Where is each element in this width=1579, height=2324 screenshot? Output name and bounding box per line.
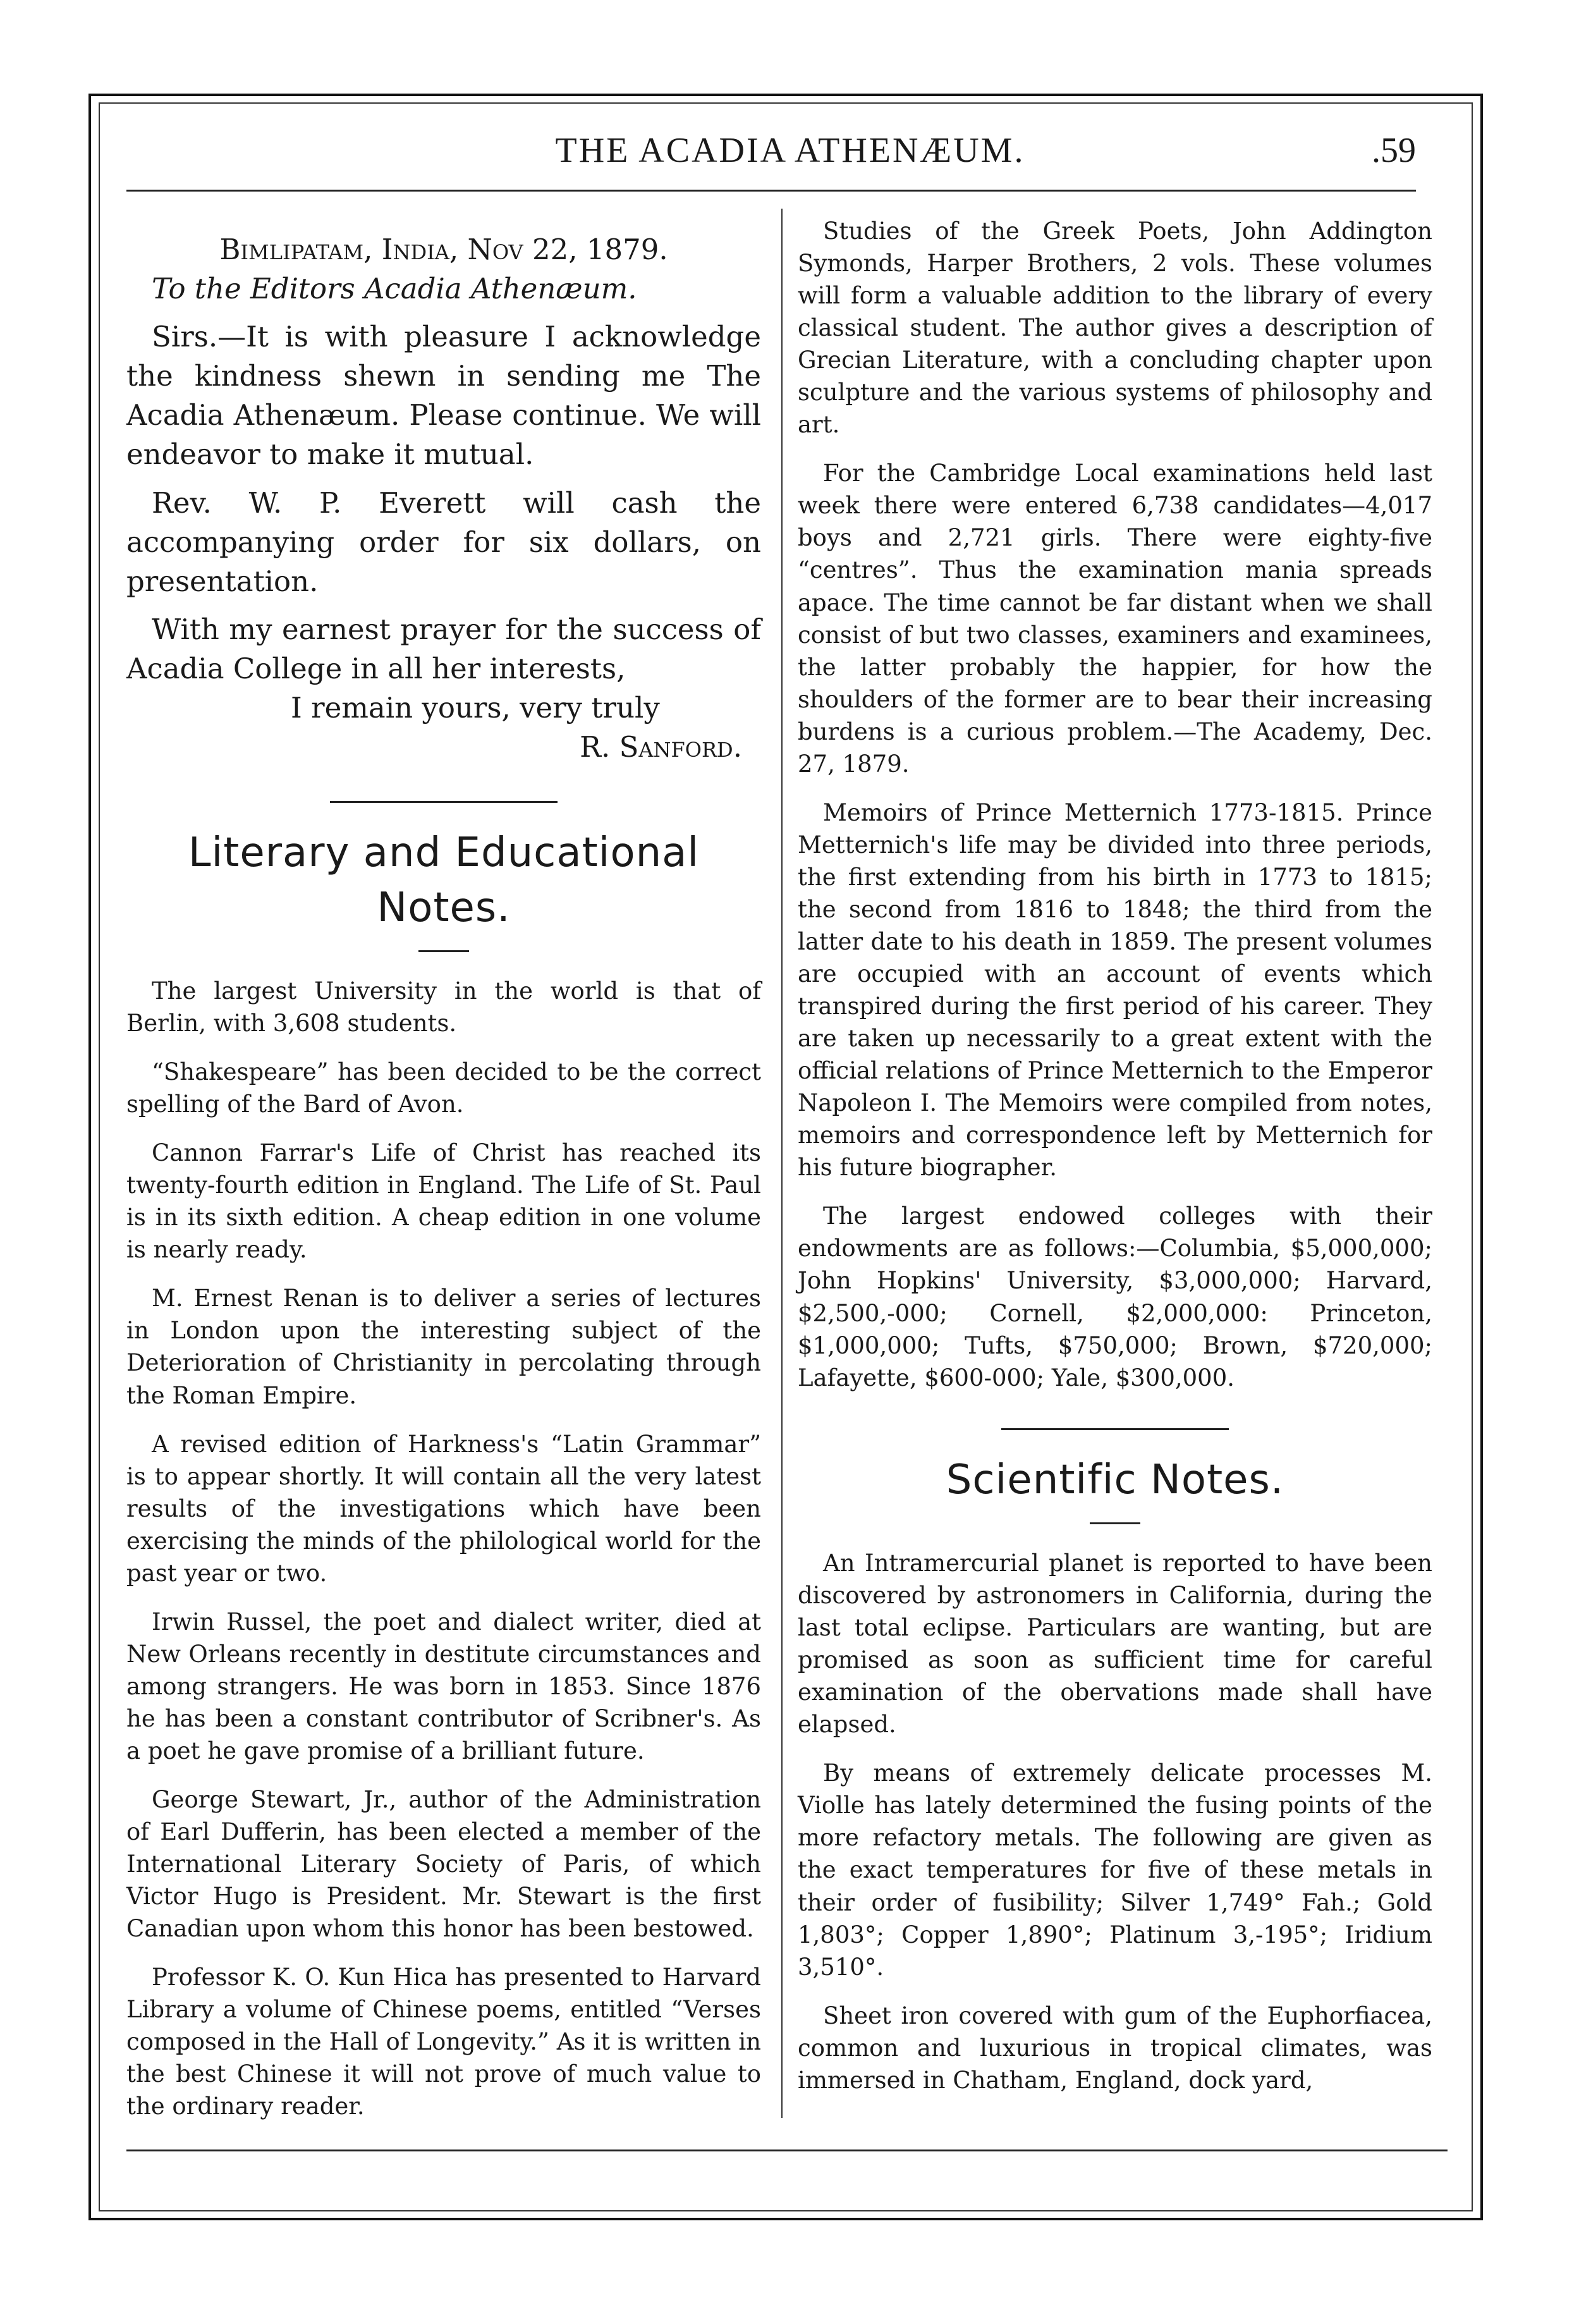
- news-item: Cannon Farrar's Life of Christ has reached its twenty-fourth edition in England. The Life of St. Paul is in its sixth edition. A cheap edition in one volume is nearly ready.: [126, 1139, 761, 1264]
- page-number: .59: [1372, 131, 1416, 170]
- left-column: [126, 215, 761, 2139]
- journal-title: THE ACADIA ATHENÆUM.: [555, 131, 1025, 170]
- news-item: A revised edition of Harkness's “Latin Grammar” is to appear shortly. It will contain all the very latest results of the investigations which have been exercising the minds of the philological world for the past year or two.: [126, 1430, 761, 1587]
- section-title-literary: [126, 826, 761, 935]
- letter-paragraph: With my earnest prayer for the success of Acadia College in all her interests,: [126, 612, 761, 685]
- header-rule: [126, 190, 1416, 192]
- news-item: An Intramercurial planet is reported to have been discovered by astronomers in California, during the last total eclipse. Particulars are wanting, but are promised as soon as sufficient time for careful examination of the obervations made shall have elapsed.: [798, 1550, 1432, 1739]
- letter-paragraph: Sirs.—It is with pleasure I acknowledge the kindness shewn in sending me The Acadia Athenæum. Please continue. We will endeavor to make it mutual.: [126, 320, 761, 472]
- news-item: For the Cambridge Local examinations held last week there were entered 6,738 candidates—4,017 boys and 2,721 girls. There were eighty-five “centres”. Thus the examination mania spreads apace. The time cannot be far distant when we shall consist of but two classes, examiners and examinees, the latter probably the happier, for how the shoulders of the former are to bear their increasing burdens is a curious problem.—The Academy, Dec. 27, 1879.: [798, 460, 1432, 778]
- right-column: [798, 215, 1432, 2113]
- section-title-line: Notes.: [377, 884, 511, 931]
- news-item: Memoirs of Prince Metternich 1773-1815. Prince Metternich's life may be divided into three periods, the first extending from his birth in 1773 to 1815; the second from 1816 to 1848; the third from the latter date to his death in 1859. The present volumes are occupied with an account of events which transpired during the first period of his career. They are taken up necessarily to a great extent with the official relations of Prince Metternich to the Emperor Napoleon I. The Memoirs were compiled from notes, memoirs and correspondence left by Metternich for his future biographer.: [798, 798, 1432, 1182]
- page-header: [126, 126, 1454, 183]
- title-rule: [1090, 1522, 1140, 1524]
- section-separator: [1001, 1428, 1229, 1430]
- news-item: The largest endowed colleges with their endowments are as follows:—Columbia, $5,000,000; John Hopkins' University, $3,000,000; Harvard, $2,500,-000; Cornell, $2,000,000: Princeton, $1,000,000; Tufts, $750,000; Brown, $720,000; Lafayette, $600-000; Yale, $300,000.: [798, 1202, 1432, 1391]
- news-item: “Shakespeare” has been decided to be the correct spelling of the Bard of Avon.: [126, 1058, 761, 1118]
- letter-paragraph: Rev. W. P. Everett will cash the accompanying order for six dollars, on presentation.: [126, 486, 761, 598]
- news-item: George Stewart, Jr., author of the Administration of Earl Dufferin, has been elected a member of the International Literary Society of Paris, of which Victor Hugo is President. Mr. Stewart is the first Canadian upon whom this honor has been bestowed.: [126, 1786, 761, 1943]
- news-item: Irwin Russel, the poet and dialect writer, died at New Orleans recently in destitute circumstances and among strangers. He was born in 1853. Since 1876 he has been a constant contributor of Scribner's. As a poet he gave promise of a brilliant future.: [126, 1608, 761, 1764]
- section-title-scientific: Scientific Notes.: [946, 1456, 1284, 1503]
- section-separator: [330, 801, 558, 803]
- letter-closing: I remain yours, very truly: [291, 691, 660, 725]
- news-item: M. Ernest Renan is to deliver a series of lectures in London upon the interesting subject of the Deterioration of Christianity in percolating through the Roman Empire.: [126, 1285, 761, 1409]
- section-title-line: Literary and Educational: [188, 829, 700, 877]
- letter-salutation: To the Editors Acadia Athenæum.: [152, 272, 637, 306]
- title-rule: [418, 950, 469, 952]
- news-item: The largest University in the world is that of Berlin, with 3,608 students.: [126, 977, 761, 1037]
- news-item: Professor K. O. Kun Hica has presented to Harvard Library a volume of Chinese poems, entitled “Verses composed in the Hall of Longevity.” As it is written in the best Chinese it will not prove of much value to the ordinary reader.: [126, 1964, 761, 2120]
- letter-dateline: Bimlipatam, India, Nov 22, 1879.: [219, 233, 668, 266]
- letter-signature: R. Sanford.: [580, 730, 742, 764]
- news-item: Sheet iron covered with gum of the Euphorfiacea, common and luxurious in tropical climates, was immersed in Chatham, England, dock yard,: [798, 2002, 1432, 2094]
- news-item: By means of extremely delicate processes M. Violle has lately determined the fusing points of the more refactory metals. The following are given as the exact temperatures for five of these metals in their order of fusibility; Silver 1,749° Fah.; Gold 1,803°; Copper 1,890°; Platinum 3,-195°; Iridium 3,510°.: [798, 1759, 1432, 1981]
- bottom-rule: [126, 2150, 1448, 2151]
- column-divider: [781, 209, 783, 2118]
- news-item: Studies of the Greek Poets, John Addington Symonds, Harper Brothers, 2 vols. These volumes will form a valuable addition to the library of every classical student. The author gives a description of Grecian Literature, with a concluding chapter upon sculpture and the various systems of philosophy and art.: [798, 217, 1432, 439]
- letter-to-editors: [126, 230, 761, 767]
